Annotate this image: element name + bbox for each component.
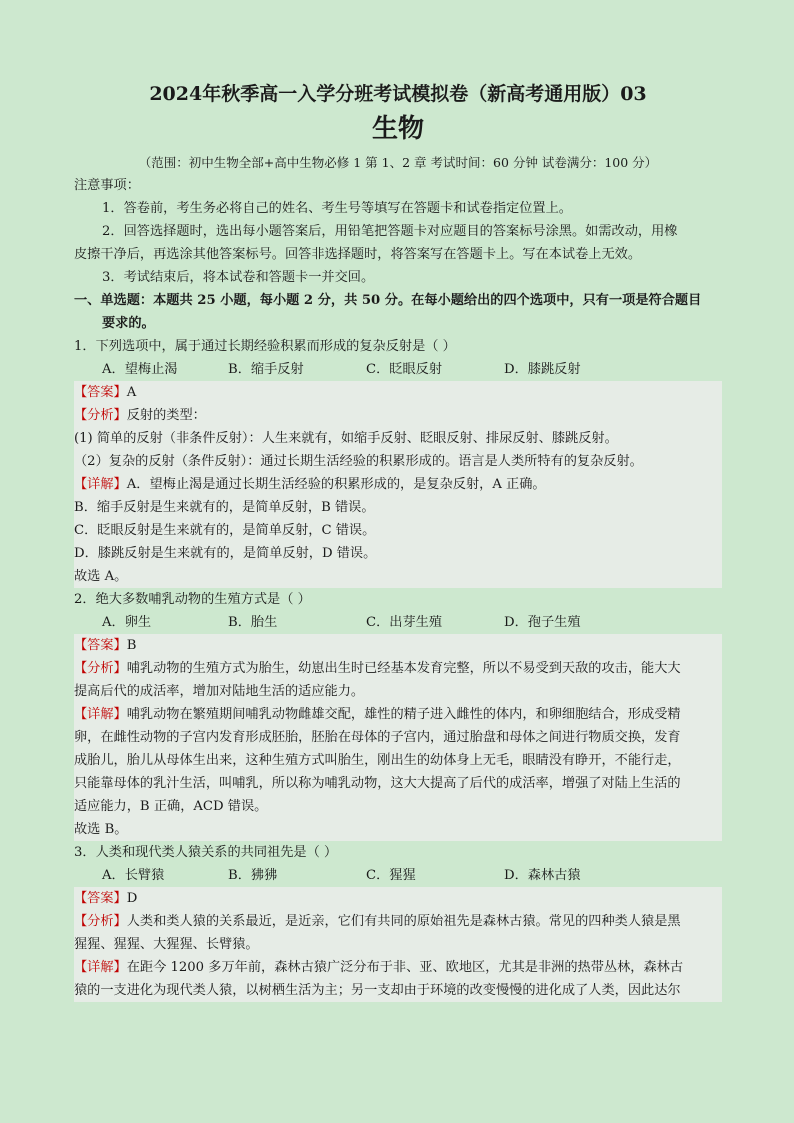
note-item: 皮擦干净后，再选涂其他答案标号。回答非选择题时，将答案写在答题卡上。写在本试卷上无效。 (74, 247, 642, 262)
answer-box (74, 381, 722, 588)
analysis-text: （2）复杂的反射（条件反射）：通过长期生活经验的积累形成的。语言是人类所特有的复杂反射。 (74, 454, 643, 469)
analysis-text: 人类和类人猿的关系最近，是近亲，它们有共同的原始祖先是森林古猿。常见的四种类人猿是黑 (126, 914, 681, 929)
analysis-tag: 【分析】 (74, 661, 127, 676)
answer-box (74, 887, 722, 1002)
detail-text: D．膝跳反射是生来就有的，是简单反射，D 错误。 (74, 546, 377, 561)
option: D．森林古猿 (504, 868, 581, 883)
notes-heading: 注意事项： (74, 178, 140, 193)
analysis-text: (1) 简单的反射（非条件反射）：人生来就有，如缩手反射、眨眼反射、排尿反射、膝跳反射。 (74, 431, 618, 446)
option: B．狒狒 (228, 868, 278, 883)
option: D．孢子生殖 (504, 615, 581, 630)
exam-title: 2024年秋季高一入学分班考试模拟卷（新高考通用版）03 (149, 83, 647, 105)
analysis-text: 哺乳动物的生殖方式为胎生，幼崽出生时已经基本发育完整，所以不易受到天敌的攻击，能大大 (126, 661, 681, 676)
option: B．胎生 (228, 615, 278, 630)
detail-text: 在距今 1200 多万年前，森林古猿广泛分布于非、亚、欧地区，尤其是非洲的热带丛林，森林古 (126, 960, 684, 975)
option: C．眨眼反射 (366, 362, 443, 377)
answer-value: A (126, 385, 137, 400)
section-heading: 一、单选题：本题共 25 小题，每小题 2 分，共 50 分。在每小题给出的四个选项中，只有一项是符合题目 (74, 293, 702, 308)
question-stem: 1．下列选项中，属于通过长期经验积累而形成的复杂反射是（ ） (74, 339, 456, 354)
detail-text: 适应能力，B 正确，ACD 错误。 (74, 799, 268, 814)
detail-text: 猿的一支进化为现代类人猿，以树栖生活为主；另一支却由于环境的改变慢慢的进化成了人类，因此达尔 (74, 983, 681, 998)
question-stem: 3．人类和现代类人猿关系的共同祖先是（ ） (74, 845, 338, 860)
detail-text: 卵，在雌性动物的子宫内发育形成胚胎，胚胎在母体的子宫内，通过胎盘和母体之间进行物质交换，发育 (74, 730, 681, 745)
answer-value: D (126, 891, 138, 906)
option: A．卵生 (102, 615, 152, 630)
option: B．缩手反射 (228, 362, 304, 377)
answer-tag: 【答案】 (74, 385, 127, 400)
detail-text: B．缩手反射是生来就有的，是简单反射，B 错误。 (74, 500, 375, 515)
detail-tag: 【详解】 (74, 477, 127, 492)
analysis-text: 猩猩、猩猩、大猩猩、长臂猿。 (74, 937, 259, 952)
detail-text: 故选 A。 (74, 569, 128, 584)
answer-tag: 【答案】 (74, 638, 127, 653)
option: A．望梅止渴 (102, 362, 178, 377)
exam-scope: （范围：初中生物全部+高中生物必修 1 第 1、2 章 考试时间：60 分钟 试卷满分：100 分） (138, 155, 658, 170)
answer-box (74, 634, 722, 841)
option: A．长臂猿 (102, 868, 165, 883)
option: D．膝跳反射 (504, 362, 581, 377)
detail-text: 只能靠母体的乳汁生活，叫哺乳，所以称为哺乳动物，这大大提高了后代的成活率，增强了对陆上生活的 (74, 776, 681, 791)
question-options (74, 611, 722, 634)
answer-value: B (126, 638, 137, 653)
section-heading-cont: 要求的。 (102, 316, 155, 331)
detail-text: A．望梅止渴是通过长期生活经验的积累形成的，是复杂反射，A 正确。 (126, 477, 546, 492)
analysis-text: 反射的类型： (126, 408, 206, 423)
option: C．出芽生殖 (366, 615, 443, 630)
detail-tag: 【详解】 (74, 960, 127, 975)
answer-tag: 【答案】 (74, 891, 127, 906)
detail-text: 故选 B。 (74, 822, 128, 837)
exam-page (74, 78, 722, 1002)
note-item: 2．回答选择题时，选出每小题答案后，用铅笔把答题卡对应题目的答案标号涂黑。如需改动，用橡 (102, 224, 678, 239)
detail-text: C．眨眼反射是生来就有的，是简单反射，C 错误。 (74, 523, 376, 538)
question-options (74, 864, 722, 887)
detail-text: 哺乳动物在繁殖期间哺乳动物雌雄交配，雄性的精子进入雌性的体内，和卵细胞结合，形成受精 (126, 707, 681, 722)
question-stem: 2．绝大多数哺乳动物的生殖方式是（ ） (74, 592, 311, 607)
note-item: 1．答卷前，考生务必将自己的姓名、考生号等填写在答题卡和试卷指定位置上。 (102, 201, 572, 216)
question-options (74, 358, 722, 381)
analysis-text: 提高后代的成活率，增加对陆地生活的适应能力。 (74, 684, 365, 699)
subject-title: 生物 (371, 114, 424, 144)
detail-text: 成胎儿，胎儿从母体生出来，这种生殖方式叫胎生，刚出生的幼体身上无毛，眼睛没有睁开，不能行走， (74, 753, 681, 768)
option: C．猩猩 (366, 868, 416, 883)
note-item: 3．考试结束后，将本试卷和答题卡一并交回。 (102, 270, 375, 285)
analysis-tag: 【分析】 (74, 408, 127, 423)
detail-tag: 【详解】 (74, 707, 127, 722)
analysis-tag: 【分析】 (74, 914, 127, 929)
